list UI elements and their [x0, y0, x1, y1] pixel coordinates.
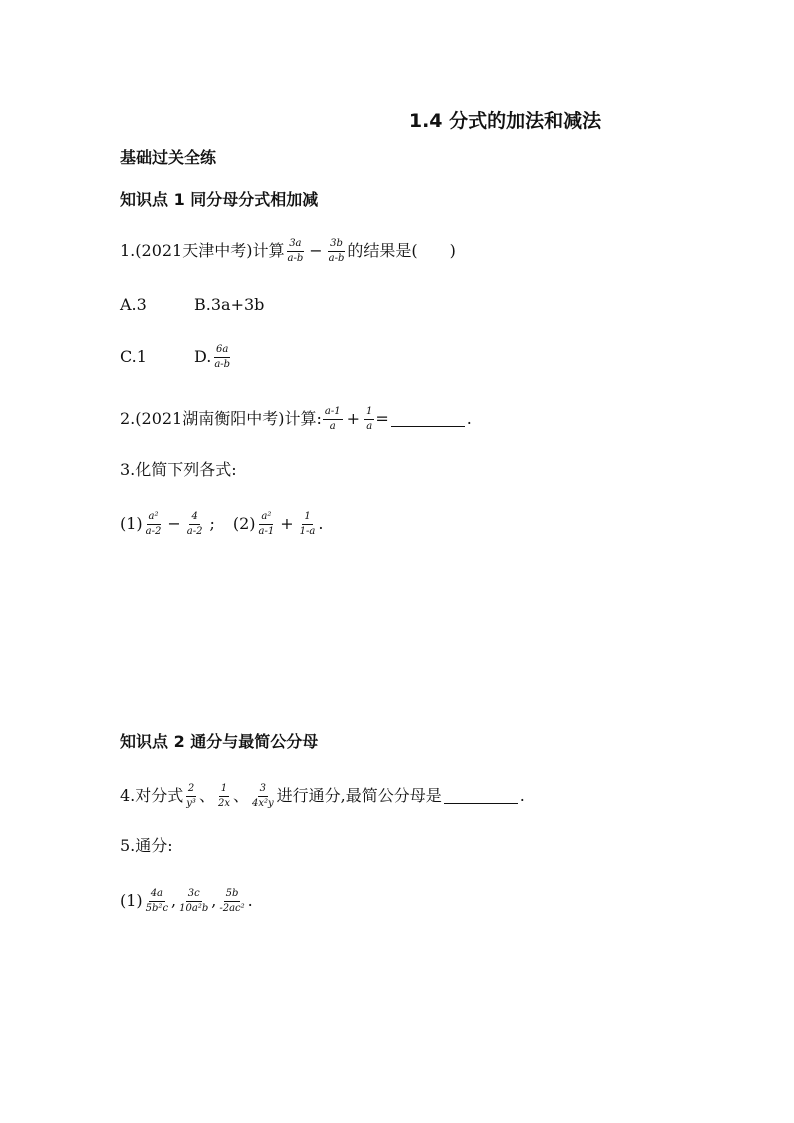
q3-1-fraction-1: $\frac{\text{a²}}{a-2}$	[145, 511, 162, 537]
answer-blank[interactable]	[391, 412, 465, 427]
q1-options-row-2	[120, 344, 233, 370]
page-title: 1.4 分式的加法和减法	[408, 110, 602, 132]
q1-fraction-1: $\frac{3a}{a-b}$	[287, 238, 304, 264]
q1-suffix: 的结果是(	[347, 241, 418, 260]
q3-2-fraction-1: $\frac{\text{a²}}{a-1}$	[258, 511, 275, 537]
q1-fraction-2: $\frac{3b}{a-b}$	[328, 238, 345, 264]
question-5-part-1: (1) $\frac{4a}{\text{5b²c}}$ , $\frac{3c}{\text{10a²b}}$ , $\frac{5b}{\text{-2ac²}}$ .	[120, 888, 253, 914]
q4-fraction-3: $\frac{3}{\text{4x²y}}$	[252, 783, 274, 809]
option-a: A.3	[120, 295, 147, 314]
knowledge-point-1: 知识点 1 同分母分式相加减	[120, 190, 319, 209]
question-4: 4.对分式 $\frac{2}{\text{y³}}$ 、 $\frac{1}{2x}$ 、 $\frac{3}{\text{4x²y}}$ 进行通分,最简公分母是 .	[120, 783, 525, 809]
option-c: C.1	[120, 347, 147, 366]
knowledge-point-2: 知识点 2 通分与最简公分母	[120, 732, 319, 751]
question-2: 2.(2021湖南衡阳中考)计算: $\frac{a-1}{a}$ + $\frac{1}{a}$ = .	[120, 406, 472, 432]
question-1: 1.(2021天津中考)计算 $\frac{3a}{a-b}$ − $\frac{3b}{a-b}$ 的结果是( )	[120, 238, 456, 264]
q1-prefix: 1.(2021天津中考)计算	[120, 241, 285, 260]
q3-1-fraction-2: $\frac{4}{a-2}$	[186, 511, 203, 537]
q1-options-row-1	[120, 297, 264, 313]
question-5: 5.通分:	[120, 836, 173, 855]
q5-fraction-3: $\frac{5b}{\text{-2ac²}}$	[219, 888, 245, 914]
q5-fraction-1: $\frac{4a}{\text{5b²c}}$	[145, 888, 169, 914]
option-d-label: D.	[194, 347, 212, 366]
option-b: B.3a+3b	[194, 295, 265, 314]
q4-fraction-2: $\frac{1}{2x}$	[217, 783, 230, 809]
question-3-parts: (1) $\frac{\text{a²}}{a-2}$ − $\frac{4}{a-2}$ ; (2) $\frac{\text{a²}}{a-1}$ + $\frac{1}{1-a}$ .	[120, 511, 324, 537]
answer-blank[interactable]	[444, 789, 518, 804]
q3-2-fraction-2: $\frac{1}{1-a}$	[299, 511, 316, 537]
option-d-fraction: $\frac{6a}{a-b}$	[214, 344, 231, 370]
q5-fraction-2: $\frac{3c}{\text{10a²b}}$	[179, 888, 209, 914]
q2-fraction-2: $\frac{1}{a}$	[365, 406, 373, 432]
q4-fraction-1: $\frac{2}{\text{y³}}$	[186, 783, 196, 809]
question-3: 3.化简下列各式:	[120, 460, 237, 479]
q2-fraction-1: $\frac{a-1}{a}$	[324, 406, 341, 432]
section-heading: 基础过关全练	[120, 148, 217, 167]
